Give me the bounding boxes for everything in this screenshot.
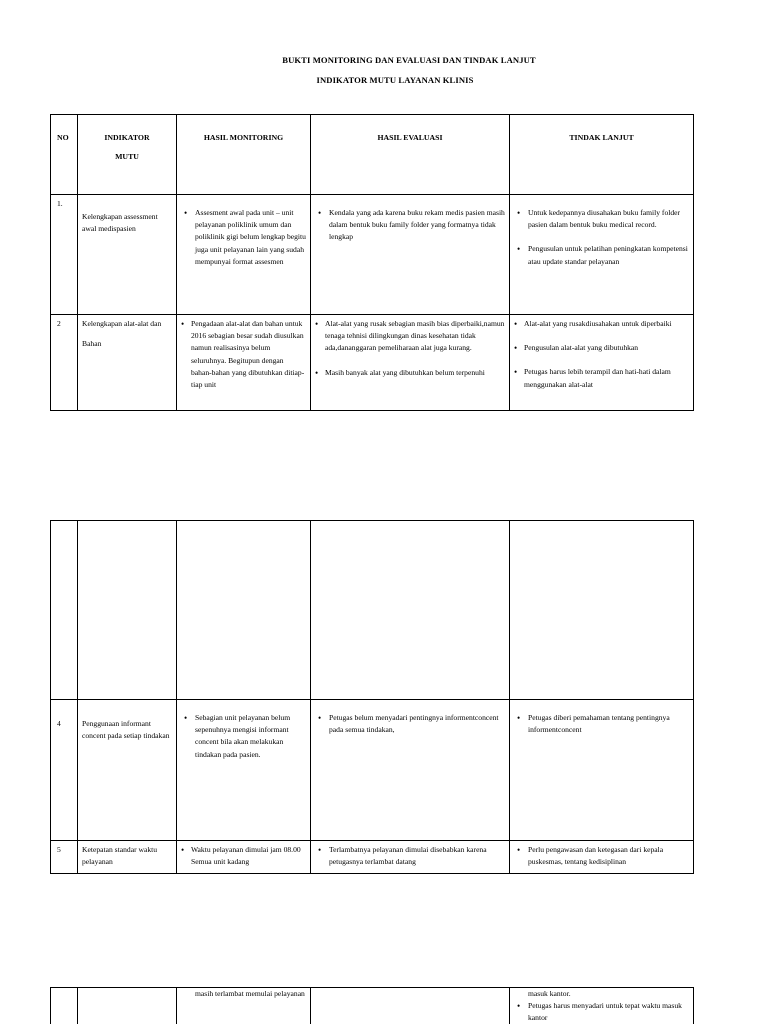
row-monitoring xyxy=(177,195,311,315)
list-item: • Pengusulan alat-alat yang dibutuhkan xyxy=(514,342,689,354)
row-tindak-lanjut xyxy=(510,700,694,841)
header-indikator-line2: MUTU xyxy=(115,152,139,162)
list-item: • Pengusulan untuk pelatihan peningkatan kompetensi atau update standar pelayanan xyxy=(514,243,689,267)
table-row xyxy=(51,315,694,411)
empty-cell xyxy=(311,988,510,1024)
list-item: • Sebagian unit pelayanan belum sepenuhnya mengisi informant concent bila akan melakukan tindakan pada pasien. xyxy=(181,712,306,761)
table-row-empty xyxy=(51,521,694,700)
document-subtitle: INDIKATOR MUTU LAYANAN KLINIS xyxy=(316,75,474,85)
list-item: • Petugas harus lebih terampil dan hati-hati dalam menggunakan alat-alat xyxy=(514,366,689,390)
list-item: • Untuk kedepannya diusahakan buku family folder pasien dalam bentuk buku medical record. xyxy=(514,207,689,231)
table-row xyxy=(51,700,694,841)
row-monitoring xyxy=(177,841,311,874)
row-tindak-lanjut xyxy=(510,315,694,411)
list-item: • Alat-alat yang rusakdiusahakan untuk diperbaiki xyxy=(514,318,689,330)
row-evaluasi xyxy=(311,841,510,874)
list-item: • Assesment awal pada unit – unit pelayanan poliklinik umum dan poliklinik gigi belum lengkap begitu juga unit pelayanan lain yang sudah mempunyai format assesmen xyxy=(181,207,306,268)
header-indikator-line1: INDIKATOR xyxy=(104,133,150,142)
table-header-row xyxy=(51,115,694,195)
row-monitoring xyxy=(177,315,311,411)
empty-cell xyxy=(311,521,510,700)
header-no: NO xyxy=(51,115,78,195)
table-row xyxy=(51,195,694,315)
list-item: • Masih banyak alat yang dibutuhkan belum terpenuhi xyxy=(315,367,505,379)
row-monitoring xyxy=(177,700,311,841)
empty-cell xyxy=(51,521,78,700)
row-indikator-line2: Bahan xyxy=(82,339,102,349)
row-evaluasi xyxy=(311,195,510,315)
list-item: • Petugas harus menyadari untuk tepat waktu masuk kantor xyxy=(514,1000,689,1024)
monitoring-table-page-2 xyxy=(50,520,694,874)
row-number: 1. xyxy=(51,195,78,315)
row-number: 5 xyxy=(51,841,78,874)
row-indikator: Kelengkapan assessment awal medispasien xyxy=(78,195,177,315)
empty-cell xyxy=(78,521,177,700)
empty-cell xyxy=(177,521,311,700)
row-indikator xyxy=(78,315,177,411)
monitoring-table-page-3 xyxy=(50,987,694,1024)
row-evaluasi xyxy=(311,315,510,411)
header-indikator xyxy=(78,115,177,195)
empty-cell xyxy=(51,988,78,1024)
list-item: • Petugas diberi pemahaman tentang pentingnya informentconcent xyxy=(514,712,689,736)
row-number: 4 xyxy=(51,700,78,841)
row-indikator-line1: Kelengkapan alat-alat dan xyxy=(82,319,162,328)
list-item: • Pengadaan alat-alat dan bahan untuk 2016 sebagian besar sudah diusulkan namun realisasinya belum seluruhnya. Begitupun dengan bahan-bahan yang dibutuhkan ditiap-tiap unit xyxy=(181,318,306,391)
document-title: BUKTI MONITORING DAN EVALUASI DAN TINDAK LANJUT xyxy=(282,55,536,65)
header-hasil-monitoring: HASIL MONITORING xyxy=(177,115,311,195)
continued-text: masuk kantor. xyxy=(528,989,571,998)
list-item: • Alat-alat yang rusak sebagian masih bias diperbaiki,namun tenaga tehnisi dilingkungan dinas kesehatan tidak ada,dananggaran pemeliharaan alat juga kurang. xyxy=(315,318,505,355)
header-tindak-lanjut: TINDAK LANJUT xyxy=(510,115,694,195)
row-tindak-lanjut xyxy=(510,195,694,315)
list-item: • Waktu pelayanan dimulai jam 08.00 Semua unit kadang xyxy=(181,844,306,868)
row-monitoring-continued: masih terlambat memulai pelayanan xyxy=(177,988,311,1024)
header-hasil-evaluasi: HASIL EVALUASI xyxy=(311,115,510,195)
row-number: 2 xyxy=(51,315,78,411)
empty-cell xyxy=(78,988,177,1024)
list-item: • Petugas belum menyadari pentingnya informentconcent pada semua tindakan, xyxy=(315,712,505,736)
row-tindak-lanjut-continued xyxy=(510,988,694,1024)
monitoring-table-page-1 xyxy=(50,114,694,411)
list-item: • Perlu pengawasan dan ketegasan dari kepala puskesmas, tentang kedisiplinan xyxy=(514,844,689,868)
row-tindak-lanjut xyxy=(510,841,694,874)
list-item: • Kendala yang ada karena buku rekam medis pasien masih dalam bentuk buku family folder yang formatnya tidak lengkap xyxy=(315,207,505,244)
list-item: • Terlambatnya pelayanan dimulai disebabkan karena petugasnya terlambat datang xyxy=(315,844,505,868)
empty-cell xyxy=(510,521,694,700)
table-row xyxy=(51,841,694,874)
table-row-continuation xyxy=(51,988,694,1024)
row-evaluasi xyxy=(311,700,510,841)
row-indikator: Ketepatan standar waktu pelayanan xyxy=(78,841,177,874)
row-indikator: Penggunaan informant concent pada setiap tindakan xyxy=(78,700,177,841)
